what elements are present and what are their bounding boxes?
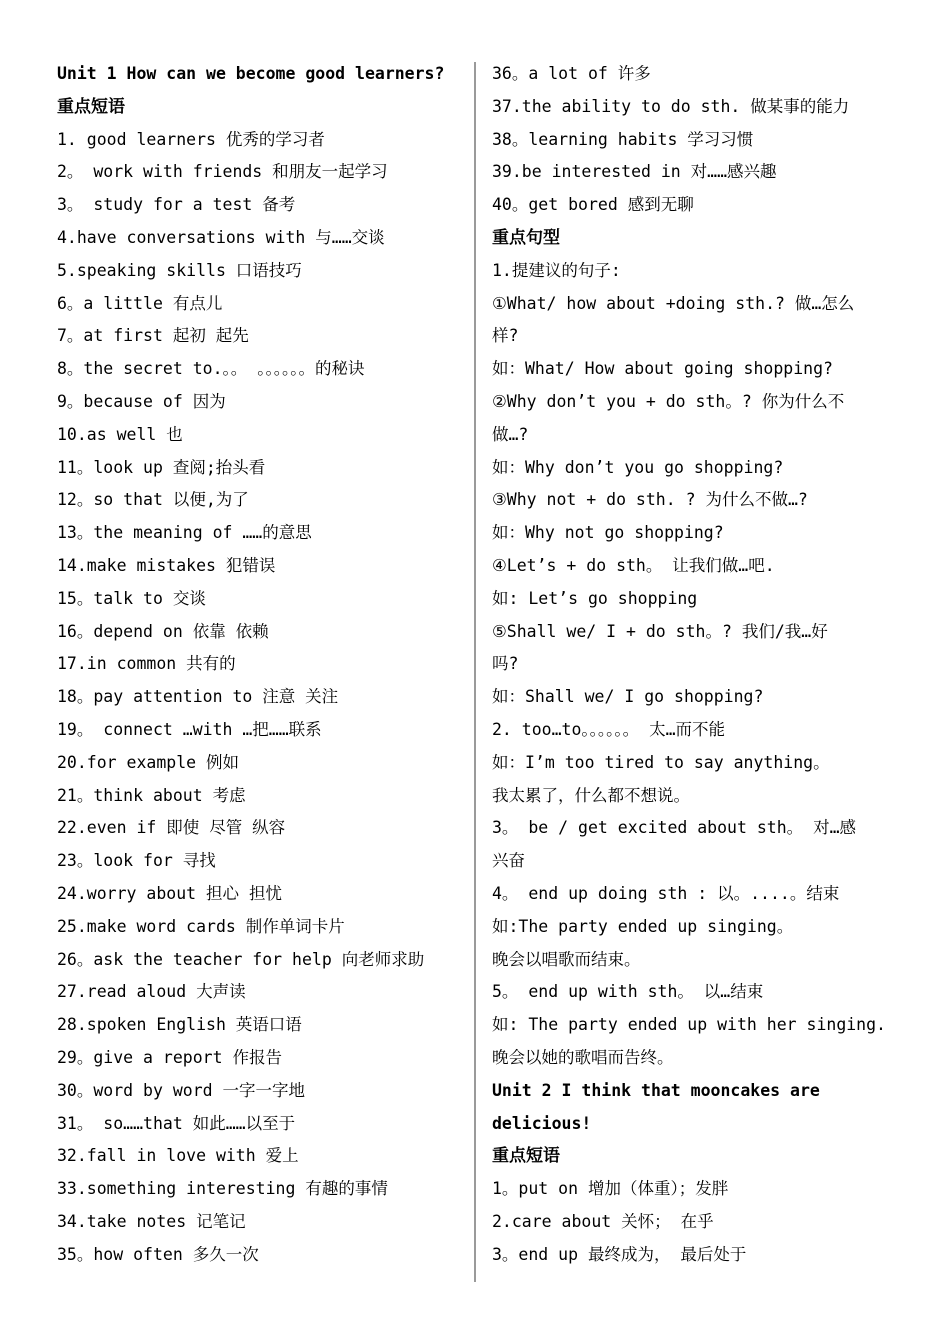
section-heading: 重点短语 [492,1146,560,1167]
text-line: 3。 study for a test 备考 [57,195,296,215]
text-line: 35。how often 多久一次 [57,1244,259,1264]
text-line: 10.as well 也 [57,424,183,444]
text-line: 7。at first 起初 起先 [57,326,249,346]
right-column [492,58,892,1271]
text-line: ①What/ how about +doing sth.? 做…怎么 [492,293,855,313]
text-line: 17.in common 共有的 [57,654,236,674]
text-line: 30。word by word 一字一字地 [57,1080,306,1100]
text-line: 4。 end up doing sth : 以。....。结束 [492,883,840,903]
text-line: 5。 end up with sth。 以…结束 [492,982,764,1002]
text-line: 2。 work with friends 和朋友一起学习 [57,162,388,182]
section-heading: 重点句型 [492,227,560,248]
text-line: 15。talk to 交谈 [57,588,206,608]
text-line: ③Why not + do sth. ? 为什么不做…? [492,490,808,510]
text-line: 如: The party ended up with her singing. [492,1015,886,1035]
text-line: 如：I’m too tired to say anything。 [492,752,830,772]
text-line: 6。a little 有点儿 [57,293,223,313]
section-heading: 重点短语 [57,96,125,117]
text-line: 16。depend on 依靠 依赖 [57,621,269,641]
text-line: 晚会以唱歌而结束。 [492,949,641,969]
text-line: 兴奋 [492,851,525,871]
text-line: 37.the ability to do sth. 做某事的能力 [492,96,850,116]
text-line: 9。because of 因为 [57,391,226,411]
text-line: ②Why don’t you + do sth。? 你为什么不 [492,391,845,411]
text-line: 19。 connect …with …把……联系 [57,719,322,739]
text-line: ④Let’s + do sth。 让我们做…吧. [492,555,775,575]
text-line: 25.make word cards 制作单词卡片 [57,916,345,936]
text-line: 34.take notes 记笔记 [57,1211,246,1231]
text-line: 38。learning habits 学习习惯 [492,129,754,149]
text-line: ⑤Shall we/ I + do sth。? 我们/我…好 [492,621,828,641]
text-line: 2. too…to。。。。。。 太…而不能 [492,719,726,739]
column-divider [474,62,476,1282]
section-heading: Unit 1 How can we become good learners? [57,64,445,83]
text-line: 39.be interested in 对……感兴趣 [492,162,777,182]
text-line: 18。pay attention to 注意 关注 [57,687,339,707]
text-line: 如：Shall we/ I go shopping? [492,687,764,707]
text-line: 如: Let’s go shopping [492,588,698,608]
text-line: 吗? [492,654,519,674]
text-line: 13。the meaning of ……的意思 [57,523,312,543]
text-line: 23。look for 寻找 [57,851,216,871]
text-line: 1。put on 增加（体重）；发胖 [492,1179,729,1199]
text-line: 33.something interesting 有趣的事情 [57,1179,388,1199]
text-line: 29。give a report 作报告 [57,1047,282,1067]
text-line: 40。get bored 感到无聊 [492,195,694,215]
text-line: 1. good learners 优秀的学习者 [57,129,325,149]
left-column [57,58,467,1271]
text-line: 5.speaking skills 口语技巧 [57,260,302,280]
text-line: 晚会以她的歌唱而告终。 [492,1047,674,1067]
text-line: 4.have conversations with 与……交谈 [57,227,385,247]
text-line: 22.even if 即使 尽管 纵容 [57,818,286,838]
text-line: 如:The party ended up singing。 [492,916,794,936]
text-line: 3。end up 最终成为， 最后处于 [492,1244,747,1264]
text-line: 3。 be / get excited about sth。 对…感 [492,818,857,838]
text-line: 如：Why not go shopping? [492,523,724,543]
text-line: 我太累了，什么都不想说。 [492,785,690,805]
text-line: 28.spoken English 英语口语 [57,1015,302,1035]
section-heading: Unit 2 I think that mooncakes are [492,1080,820,1100]
text-line: 32.fall in love with 爱上 [57,1146,299,1166]
text-line: 24.worry about 担心 担忧 [57,883,282,903]
text-line: 14.make mistakes 犯错误 [57,555,276,575]
section-heading: delicious! [492,1113,592,1133]
text-line: 12。so that 以便,为了 [57,490,249,510]
text-line: 11。look up 查阅;抬头看 [57,457,266,477]
text-line: 31。 so……that 如此……以至于 [57,1113,296,1133]
text-line: 样? [492,326,519,346]
text-line: 1.提建议的句子: [492,260,621,280]
text-line: 8。the secret to.。。 。。。。。。的秘诀 [57,359,365,379]
text-line: 36。a lot of 许多 [492,64,651,83]
text-line: 27.read aloud 大声读 [57,982,246,1002]
text-line: 20.for example 例如 [57,752,240,772]
text-line: 26。ask the teacher for help 向老师求助 [57,949,425,969]
text-line: 如：What/ How about going shopping? [492,359,833,379]
text-line: 2.care about 关怀； 在乎 [492,1211,714,1231]
text-line: 21。think about 考虑 [57,785,246,805]
text-line: 如：Why don’t you go shopping? [492,457,784,477]
text-line: 做…? [492,424,529,444]
